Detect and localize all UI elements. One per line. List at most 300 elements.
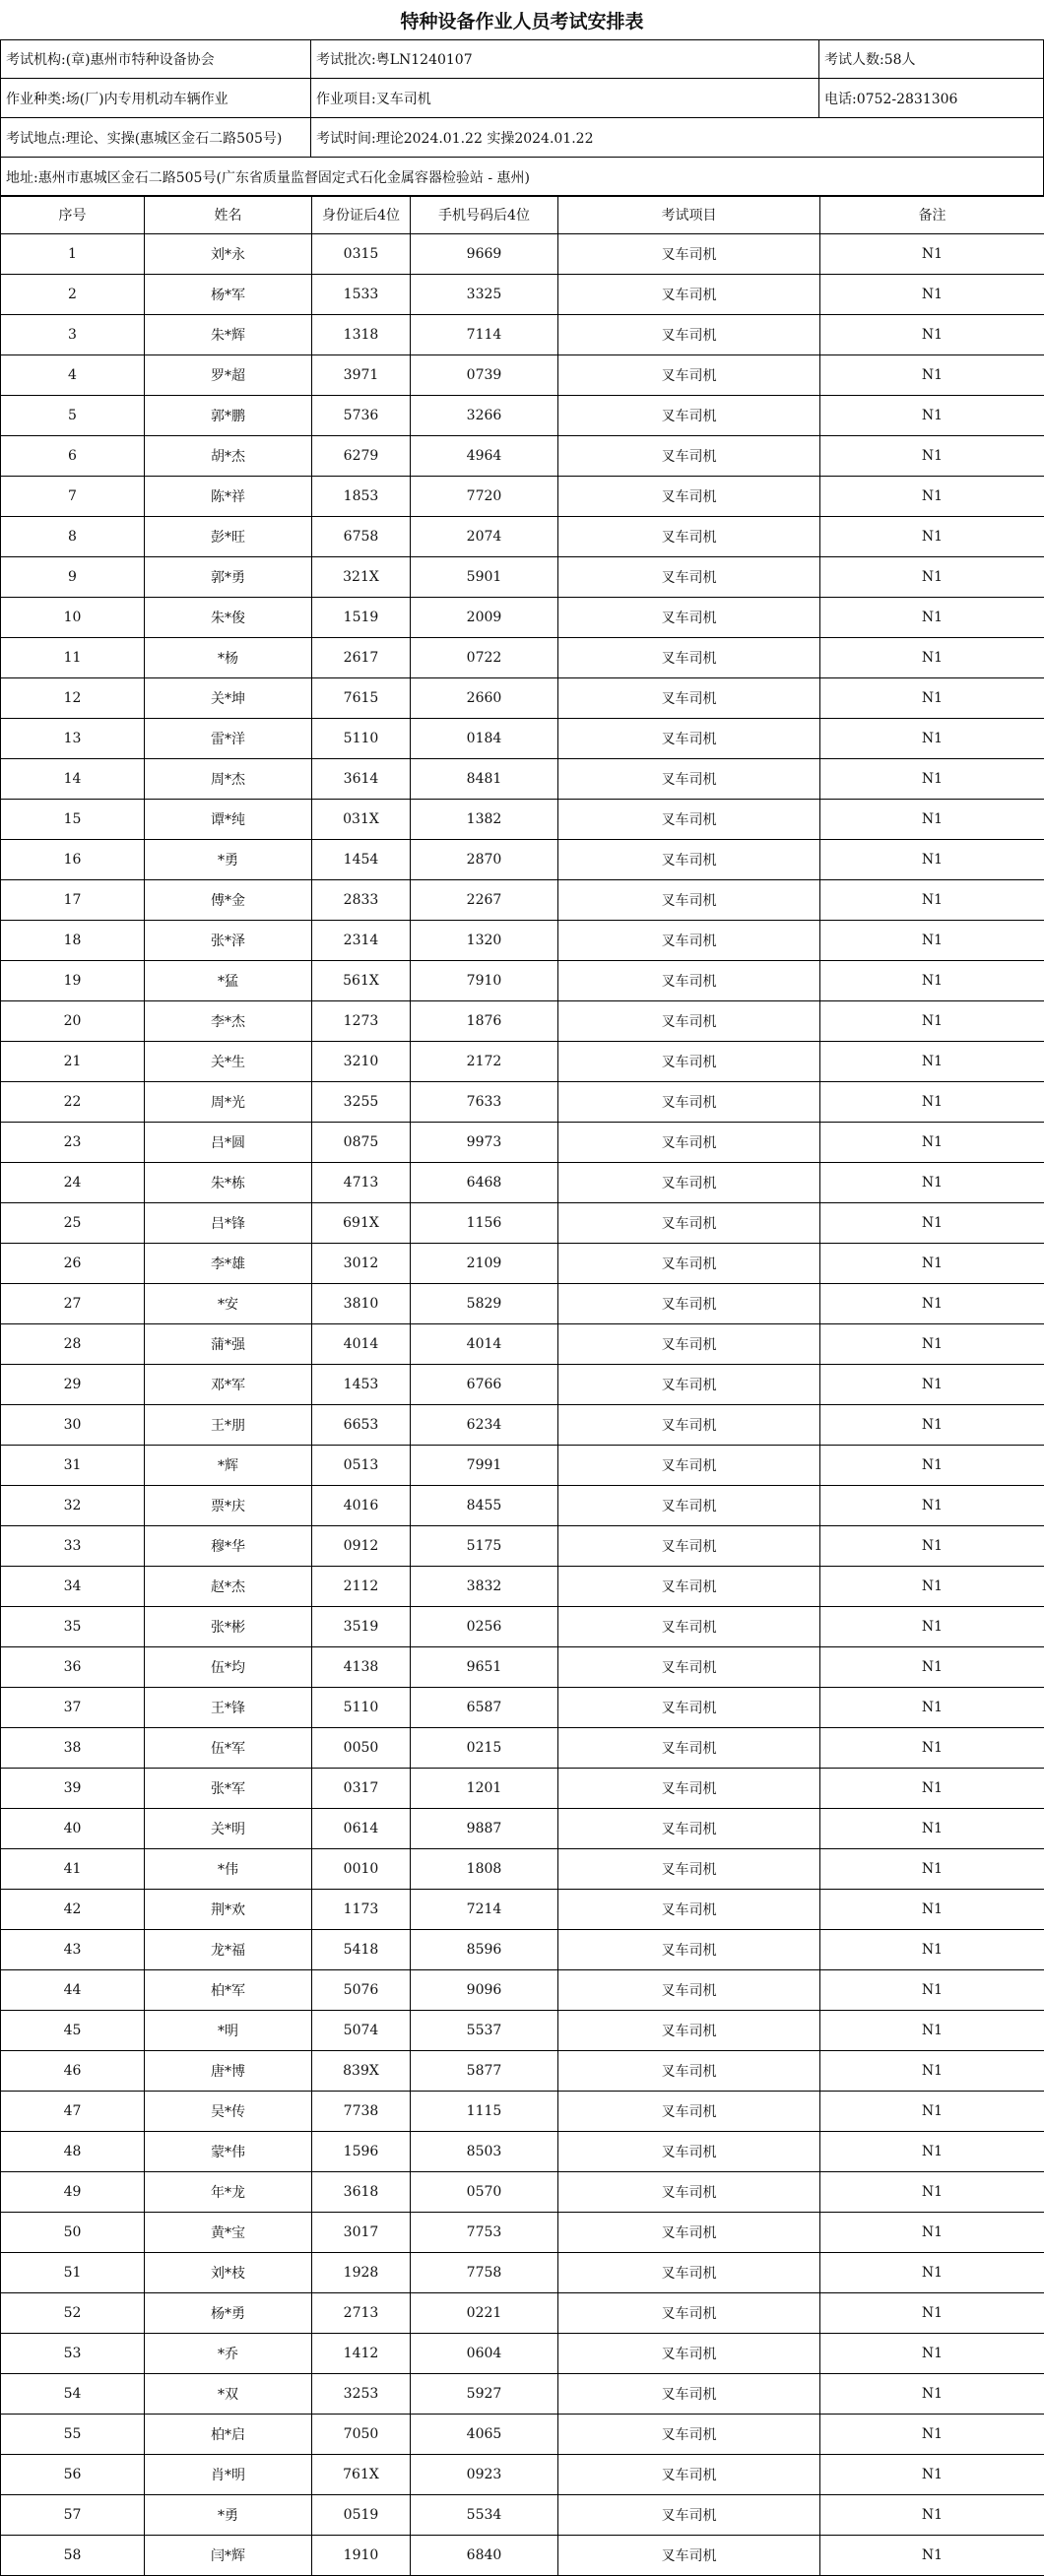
cell-id-last4: 6653 xyxy=(312,1405,411,1446)
cell-name: 彭*旺 xyxy=(145,517,312,557)
cell-exam-item: 叉车司机 xyxy=(558,1203,820,1244)
table-row xyxy=(1,840,1044,880)
cell-exam-item: 叉车司机 xyxy=(558,2334,820,2374)
cell-id-last4: 1454 xyxy=(312,840,411,880)
cell-phone-last4: 1382 xyxy=(411,800,558,840)
cell-remark: N1 xyxy=(820,800,1044,840)
cell-name: 朱*栋 xyxy=(145,1163,312,1203)
cell-remark: N1 xyxy=(820,1405,1044,1446)
cell-id-last4: 3971 xyxy=(312,355,411,396)
cell-number: 16 xyxy=(1,840,145,880)
cell-id-last4: 3253 xyxy=(312,2374,411,2415)
cell-phone-last4: 7910 xyxy=(411,961,558,1001)
cell-name: 蒲*强 xyxy=(145,1324,312,1365)
cell-phone-last4: 1115 xyxy=(411,2092,558,2132)
cell-exam-item: 叉车司机 xyxy=(558,921,820,961)
cell-phone-last4: 2172 xyxy=(411,1042,558,1082)
cell-exam-item: 叉车司机 xyxy=(558,1042,820,1082)
cell-phone-last4: 8503 xyxy=(411,2132,558,2172)
cell-name: 朱*辉 xyxy=(145,315,312,355)
cell-id-last4: 0010 xyxy=(312,1849,411,1890)
cell-name: 票*庆 xyxy=(145,1486,312,1526)
cell-name: 傅*金 xyxy=(145,880,312,921)
header-name: 姓名 xyxy=(145,196,312,234)
cell-exam-item: 叉车司机 xyxy=(558,517,820,557)
cell-remark: N1 xyxy=(820,355,1044,396)
cell-phone-last4: 7758 xyxy=(411,2253,558,2293)
cell-exam-item: 叉车司机 xyxy=(558,355,820,396)
cell-remark: N1 xyxy=(820,1042,1044,1082)
cell-remark: N1 xyxy=(820,2132,1044,2172)
cell-exam-item: 叉车司机 xyxy=(558,2293,820,2334)
cell-phone-last4: 4065 xyxy=(411,2415,558,2455)
cell-id-last4: 1910 xyxy=(312,2536,411,2576)
cell-remark: N1 xyxy=(820,1284,1044,1324)
table-row xyxy=(1,921,1044,961)
cell-id-last4: 7738 xyxy=(312,2092,411,2132)
cell-number: 34 xyxy=(1,1567,145,1607)
table-row xyxy=(1,2536,1044,2576)
cell-id-last4: 839X xyxy=(312,2051,411,2092)
cell-phone-last4: 2074 xyxy=(411,517,558,557)
cell-name: 唐*博 xyxy=(145,2051,312,2092)
cell-number: 55 xyxy=(1,2415,145,2455)
cell-exam-item: 叉车司机 xyxy=(558,1001,820,1042)
cell-exam-item: 叉车司机 xyxy=(558,1526,820,1567)
cell-name: 朱*俊 xyxy=(145,598,312,638)
header-id-last4: 身份证后4位 xyxy=(312,196,411,234)
table-row xyxy=(1,1728,1044,1769)
cell-remark: N1 xyxy=(820,1446,1044,1486)
cell-remark: N1 xyxy=(820,2374,1044,2415)
cell-phone-last4: 3832 xyxy=(411,1567,558,1607)
table-row xyxy=(1,598,1044,638)
cell-id-last4: 1853 xyxy=(312,477,411,517)
cell-remark: N1 xyxy=(820,1769,1044,1809)
cell-name: *安 xyxy=(145,1284,312,1324)
cell-remark: N1 xyxy=(820,2011,1044,2051)
cell-remark: N1 xyxy=(820,2293,1044,2334)
cell-id-last4: 1928 xyxy=(312,2253,411,2293)
cell-remark: N1 xyxy=(820,2455,1044,2495)
cell-exam-item: 叉车司机 xyxy=(558,1486,820,1526)
exam-location: 考试地点:理论、实操(惠城区金石二路505号) xyxy=(0,118,311,158)
cell-number: 36 xyxy=(1,1647,145,1688)
cell-remark: N1 xyxy=(820,921,1044,961)
cell-name: 雷*洋 xyxy=(145,719,312,759)
cell-number: 52 xyxy=(1,2293,145,2334)
cell-name: 吴*传 xyxy=(145,2092,312,2132)
cell-id-last4: 031X xyxy=(312,800,411,840)
cell-id-last4: 4138 xyxy=(312,1647,411,1688)
cell-remark: N1 xyxy=(820,1728,1044,1769)
cell-id-last4: 1533 xyxy=(312,275,411,315)
cell-name: 周*光 xyxy=(145,1082,312,1123)
cell-phone-last4: 8596 xyxy=(411,1930,558,1970)
cell-number: 23 xyxy=(1,1123,145,1163)
cell-id-last4: 5418 xyxy=(312,1930,411,1970)
cell-id-last4: 321X xyxy=(312,557,411,598)
cell-number: 47 xyxy=(1,2092,145,2132)
cell-name: 王*朋 xyxy=(145,1405,312,1446)
cell-phone-last4: 0221 xyxy=(411,2293,558,2334)
cell-number: 24 xyxy=(1,1163,145,1203)
table-row xyxy=(1,1769,1044,1809)
cell-id-last4: 5074 xyxy=(312,2011,411,2051)
cell-number: 29 xyxy=(1,1365,145,1405)
cell-number: 17 xyxy=(1,880,145,921)
table-row xyxy=(1,2334,1044,2374)
cell-phone-last4: 7753 xyxy=(411,2213,558,2253)
cell-name: 张*军 xyxy=(145,1769,312,1809)
cell-remark: N1 xyxy=(820,1567,1044,1607)
cell-name: *勇 xyxy=(145,840,312,880)
cell-name: 周*杰 xyxy=(145,759,312,800)
cell-phone-last4: 0604 xyxy=(411,2334,558,2374)
cell-name: *猛 xyxy=(145,961,312,1001)
cell-exam-item: 叉车司机 xyxy=(558,1849,820,1890)
cell-remark: N1 xyxy=(820,1526,1044,1567)
cell-name: 刘*永 xyxy=(145,234,312,275)
table-row xyxy=(1,1526,1044,1567)
cell-phone-last4: 5537 xyxy=(411,2011,558,2051)
cell-number: 58 xyxy=(1,2536,145,2576)
cell-phone-last4: 0215 xyxy=(411,1728,558,1769)
cell-remark: N1 xyxy=(820,1849,1044,1890)
cell-id-last4: 5110 xyxy=(312,1688,411,1728)
cell-id-last4: 561X xyxy=(312,961,411,1001)
cell-number: 56 xyxy=(1,2455,145,2495)
cell-remark: N1 xyxy=(820,2213,1044,2253)
work-category: 作业种类:场(厂)内专用机动车辆作业 xyxy=(0,79,311,118)
cell-remark: N1 xyxy=(820,1688,1044,1728)
cell-exam-item: 叉车司机 xyxy=(558,638,820,678)
table-row xyxy=(1,1486,1044,1526)
cell-remark: N1 xyxy=(820,719,1044,759)
table-row xyxy=(1,1042,1044,1082)
cell-exam-item: 叉车司机 xyxy=(558,1446,820,1486)
cell-exam-item: 叉车司机 xyxy=(558,1809,820,1849)
cell-exam-item: 叉车司机 xyxy=(558,1163,820,1203)
cell-remark: N1 xyxy=(820,2536,1044,2576)
cell-number: 26 xyxy=(1,1244,145,1284)
table-row xyxy=(1,1163,1044,1203)
cell-phone-last4: 9887 xyxy=(411,1809,558,1849)
table-row xyxy=(1,1203,1044,1244)
exam-org: 考试机构:(章)惠州市特种设备协会 xyxy=(0,39,311,79)
cell-number: 48 xyxy=(1,2132,145,2172)
table-row xyxy=(1,2495,1044,2536)
cell-number: 45 xyxy=(1,2011,145,2051)
cell-number: 33 xyxy=(1,1526,145,1567)
cell-id-last4: 1453 xyxy=(312,1365,411,1405)
cell-number: 35 xyxy=(1,1607,145,1647)
cell-number: 53 xyxy=(1,2334,145,2374)
cell-number: 32 xyxy=(1,1486,145,1526)
table-row xyxy=(1,436,1044,477)
table-row xyxy=(1,2132,1044,2172)
cell-id-last4: 6279 xyxy=(312,436,411,477)
cell-remark: N1 xyxy=(820,2172,1044,2213)
cell-phone-last4: 6468 xyxy=(411,1163,558,1203)
cell-id-last4: 0519 xyxy=(312,2495,411,2536)
cell-exam-item: 叉车司机 xyxy=(558,1970,820,2011)
table-row xyxy=(1,2253,1044,2293)
cell-number: 12 xyxy=(1,678,145,719)
cell-remark: N1 xyxy=(820,477,1044,517)
cell-number: 2 xyxy=(1,275,145,315)
cell-id-last4: 2617 xyxy=(312,638,411,678)
cell-id-last4: 0315 xyxy=(312,234,411,275)
cell-remark: N1 xyxy=(820,2253,1044,2293)
cell-phone-last4: 0923 xyxy=(411,2455,558,2495)
cell-name: 伍*均 xyxy=(145,1647,312,1688)
table-row xyxy=(1,800,1044,840)
cell-exam-item: 叉车司机 xyxy=(558,678,820,719)
cell-name: *杨 xyxy=(145,638,312,678)
cell-phone-last4: 6234 xyxy=(411,1405,558,1446)
cell-number: 42 xyxy=(1,1890,145,1930)
table-row xyxy=(1,1647,1044,1688)
cell-number: 27 xyxy=(1,1284,145,1324)
cell-name: 柏*启 xyxy=(145,2415,312,2455)
cell-remark: N1 xyxy=(820,2415,1044,2455)
table-row xyxy=(1,275,1044,315)
cell-phone-last4: 6587 xyxy=(411,1688,558,1728)
table-row xyxy=(1,517,1044,557)
cell-remark: N1 xyxy=(820,557,1044,598)
cell-exam-item: 叉车司机 xyxy=(558,2374,820,2415)
cell-exam-item: 叉车司机 xyxy=(558,2051,820,2092)
cell-name: 吕*圆 xyxy=(145,1123,312,1163)
cell-exam-item: 叉车司机 xyxy=(558,1728,820,1769)
cell-name: *乔 xyxy=(145,2334,312,2374)
table-body xyxy=(1,234,1044,2576)
cell-number: 7 xyxy=(1,477,145,517)
exam-info-box xyxy=(0,39,1044,197)
cell-remark: N1 xyxy=(820,1647,1044,1688)
cell-remark: N1 xyxy=(820,1123,1044,1163)
cell-remark: N1 xyxy=(820,234,1044,275)
cell-name: 郭*勇 xyxy=(145,557,312,598)
cell-exam-item: 叉车司机 xyxy=(558,1567,820,1607)
cell-remark: N1 xyxy=(820,1001,1044,1042)
cell-name: 赵*杰 xyxy=(145,1567,312,1607)
cell-id-last4: 7615 xyxy=(312,678,411,719)
table-row xyxy=(1,557,1044,598)
cell-id-last4: 4014 xyxy=(312,1324,411,1365)
table-row xyxy=(1,2172,1044,2213)
candidate-table xyxy=(0,195,1044,2576)
table-row xyxy=(1,1970,1044,2011)
cell-exam-item: 叉车司机 xyxy=(558,315,820,355)
cell-id-last4: 3614 xyxy=(312,759,411,800)
table-row xyxy=(1,477,1044,517)
cell-id-last4: 0513 xyxy=(312,1446,411,1486)
cell-number: 11 xyxy=(1,638,145,678)
cell-id-last4: 3618 xyxy=(312,2172,411,2213)
cell-phone-last4: 5534 xyxy=(411,2495,558,2536)
cell-id-last4: 4016 xyxy=(312,1486,411,1526)
cell-id-last4: 3017 xyxy=(312,2213,411,2253)
cell-phone-last4: 0570 xyxy=(411,2172,558,2213)
info-row xyxy=(0,158,1044,197)
cell-name: 郭*鹏 xyxy=(145,396,312,436)
exam-time: 考试时间:理论2024.01.22 实操2024.01.22 xyxy=(311,118,1044,158)
cell-id-last4: 1318 xyxy=(312,315,411,355)
cell-exam-item: 叉车司机 xyxy=(558,1244,820,1284)
cell-exam-item: 叉车司机 xyxy=(558,234,820,275)
cell-exam-item: 叉车司机 xyxy=(558,396,820,436)
cell-phone-last4: 7720 xyxy=(411,477,558,517)
cell-number: 39 xyxy=(1,1769,145,1809)
cell-remark: N1 xyxy=(820,275,1044,315)
cell-number: 43 xyxy=(1,1930,145,1970)
cell-name: 刘*枝 xyxy=(145,2253,312,2293)
table-row xyxy=(1,1930,1044,1970)
cell-name: *伟 xyxy=(145,1849,312,1890)
cell-phone-last4: 1876 xyxy=(411,1001,558,1042)
cell-name: 李*杰 xyxy=(145,1001,312,1042)
table-row xyxy=(1,396,1044,436)
cell-name: 年*龙 xyxy=(145,2172,312,2213)
cell-remark: N1 xyxy=(820,1970,1044,2011)
info-row xyxy=(0,79,1044,118)
table-row xyxy=(1,1405,1044,1446)
table-row xyxy=(1,1849,1044,1890)
cell-phone-last4: 5877 xyxy=(411,2051,558,2092)
header-number: 序号 xyxy=(1,196,145,234)
cell-exam-item: 叉车司机 xyxy=(558,2536,820,2576)
cell-id-last4: 0614 xyxy=(312,1809,411,1849)
cell-exam-item: 叉车司机 xyxy=(558,2495,820,2536)
cell-number: 13 xyxy=(1,719,145,759)
header-remark: 备注 xyxy=(820,196,1044,234)
cell-id-last4: 0912 xyxy=(312,1526,411,1567)
table-row xyxy=(1,1446,1044,1486)
table-row xyxy=(1,2011,1044,2051)
cell-id-last4: 2833 xyxy=(312,880,411,921)
table-row xyxy=(1,1123,1044,1163)
cell-name: 胡*杰 xyxy=(145,436,312,477)
contact-phone: 电话:0752-2831306 xyxy=(819,79,1044,118)
cell-id-last4: 5736 xyxy=(312,396,411,436)
cell-id-last4: 6758 xyxy=(312,517,411,557)
cell-number: 51 xyxy=(1,2253,145,2293)
cell-phone-last4: 7633 xyxy=(411,1082,558,1123)
cell-remark: N1 xyxy=(820,1244,1044,1284)
cell-exam-item: 叉车司机 xyxy=(558,557,820,598)
cell-remark: N1 xyxy=(820,1486,1044,1526)
cell-phone-last4: 2870 xyxy=(411,840,558,880)
cell-remark: N1 xyxy=(820,2495,1044,2536)
cell-number: 10 xyxy=(1,598,145,638)
cell-number: 8 xyxy=(1,517,145,557)
table-row xyxy=(1,961,1044,1001)
cell-remark: N1 xyxy=(820,880,1044,921)
cell-phone-last4: 0722 xyxy=(411,638,558,678)
cell-remark: N1 xyxy=(820,1324,1044,1365)
cell-id-last4: 4713 xyxy=(312,1163,411,1203)
cell-phone-last4: 0256 xyxy=(411,1607,558,1647)
cell-remark: N1 xyxy=(820,759,1044,800)
cell-phone-last4: 5927 xyxy=(411,2374,558,2415)
cell-id-last4: 691X xyxy=(312,1203,411,1244)
cell-number: 1 xyxy=(1,234,145,275)
cell-phone-last4: 1320 xyxy=(411,921,558,961)
cell-exam-item: 叉车司机 xyxy=(558,800,820,840)
cell-remark: N1 xyxy=(820,1163,1044,1203)
cell-name: 龙*福 xyxy=(145,1930,312,1970)
cell-id-last4: 2713 xyxy=(312,2293,411,2334)
cell-remark: N1 xyxy=(820,1203,1044,1244)
cell-phone-last4: 2267 xyxy=(411,880,558,921)
cell-number: 3 xyxy=(1,315,145,355)
cell-remark: N1 xyxy=(820,961,1044,1001)
cell-id-last4: 2314 xyxy=(312,921,411,961)
cell-id-last4: 5076 xyxy=(312,1970,411,2011)
cell-phone-last4: 7114 xyxy=(411,315,558,355)
cell-phone-last4: 2109 xyxy=(411,1244,558,1284)
cell-exam-item: 叉车司机 xyxy=(558,275,820,315)
cell-remark: N1 xyxy=(820,2051,1044,2092)
cell-number: 25 xyxy=(1,1203,145,1244)
cell-exam-item: 叉车司机 xyxy=(558,1284,820,1324)
cell-remark: N1 xyxy=(820,2092,1044,2132)
cell-number: 4 xyxy=(1,355,145,396)
cell-name: 蒙*伟 xyxy=(145,2132,312,2172)
cell-name: 李*雄 xyxy=(145,1244,312,1284)
page-title: 特种设备作业人员考试安排表 xyxy=(0,0,1044,39)
cell-id-last4: 2112 xyxy=(312,1567,411,1607)
table-row xyxy=(1,315,1044,355)
cell-number: 21 xyxy=(1,1042,145,1082)
cell-phone-last4: 0184 xyxy=(411,719,558,759)
cell-exam-item: 叉车司机 xyxy=(558,759,820,800)
cell-exam-item: 叉车司机 xyxy=(558,2213,820,2253)
table-row xyxy=(1,759,1044,800)
cell-exam-item: 叉车司机 xyxy=(558,2455,820,2495)
cell-remark: N1 xyxy=(820,396,1044,436)
cell-name: 罗*超 xyxy=(145,355,312,396)
cell-name: *勇 xyxy=(145,2495,312,2536)
table-row xyxy=(1,2455,1044,2495)
cell-phone-last4: 4964 xyxy=(411,436,558,477)
table-row xyxy=(1,2415,1044,2455)
cell-phone-last4: 9651 xyxy=(411,1647,558,1688)
cell-name: 闫*辉 xyxy=(145,2536,312,2576)
cell-id-last4: 1596 xyxy=(312,2132,411,2172)
cell-name: 荆*欢 xyxy=(145,1890,312,1930)
cell-exam-item: 叉车司机 xyxy=(558,1082,820,1123)
cell-exam-item: 叉车司机 xyxy=(558,840,820,880)
cell-phone-last4: 5829 xyxy=(411,1284,558,1324)
cell-phone-last4: 1808 xyxy=(411,1849,558,1890)
cell-name: 关*明 xyxy=(145,1809,312,1849)
cell-exam-item: 叉车司机 xyxy=(558,2092,820,2132)
cell-id-last4: 3810 xyxy=(312,1284,411,1324)
cell-exam-item: 叉车司机 xyxy=(558,1688,820,1728)
cell-number: 44 xyxy=(1,1970,145,2011)
cell-phone-last4: 6840 xyxy=(411,2536,558,2576)
cell-number: 50 xyxy=(1,2213,145,2253)
cell-id-last4: 0050 xyxy=(312,1728,411,1769)
table-row xyxy=(1,1607,1044,1647)
cell-remark: N1 xyxy=(820,1607,1044,1647)
cell-number: 6 xyxy=(1,436,145,477)
cell-exam-item: 叉车司机 xyxy=(558,1365,820,1405)
cell-remark: N1 xyxy=(820,1890,1044,1930)
